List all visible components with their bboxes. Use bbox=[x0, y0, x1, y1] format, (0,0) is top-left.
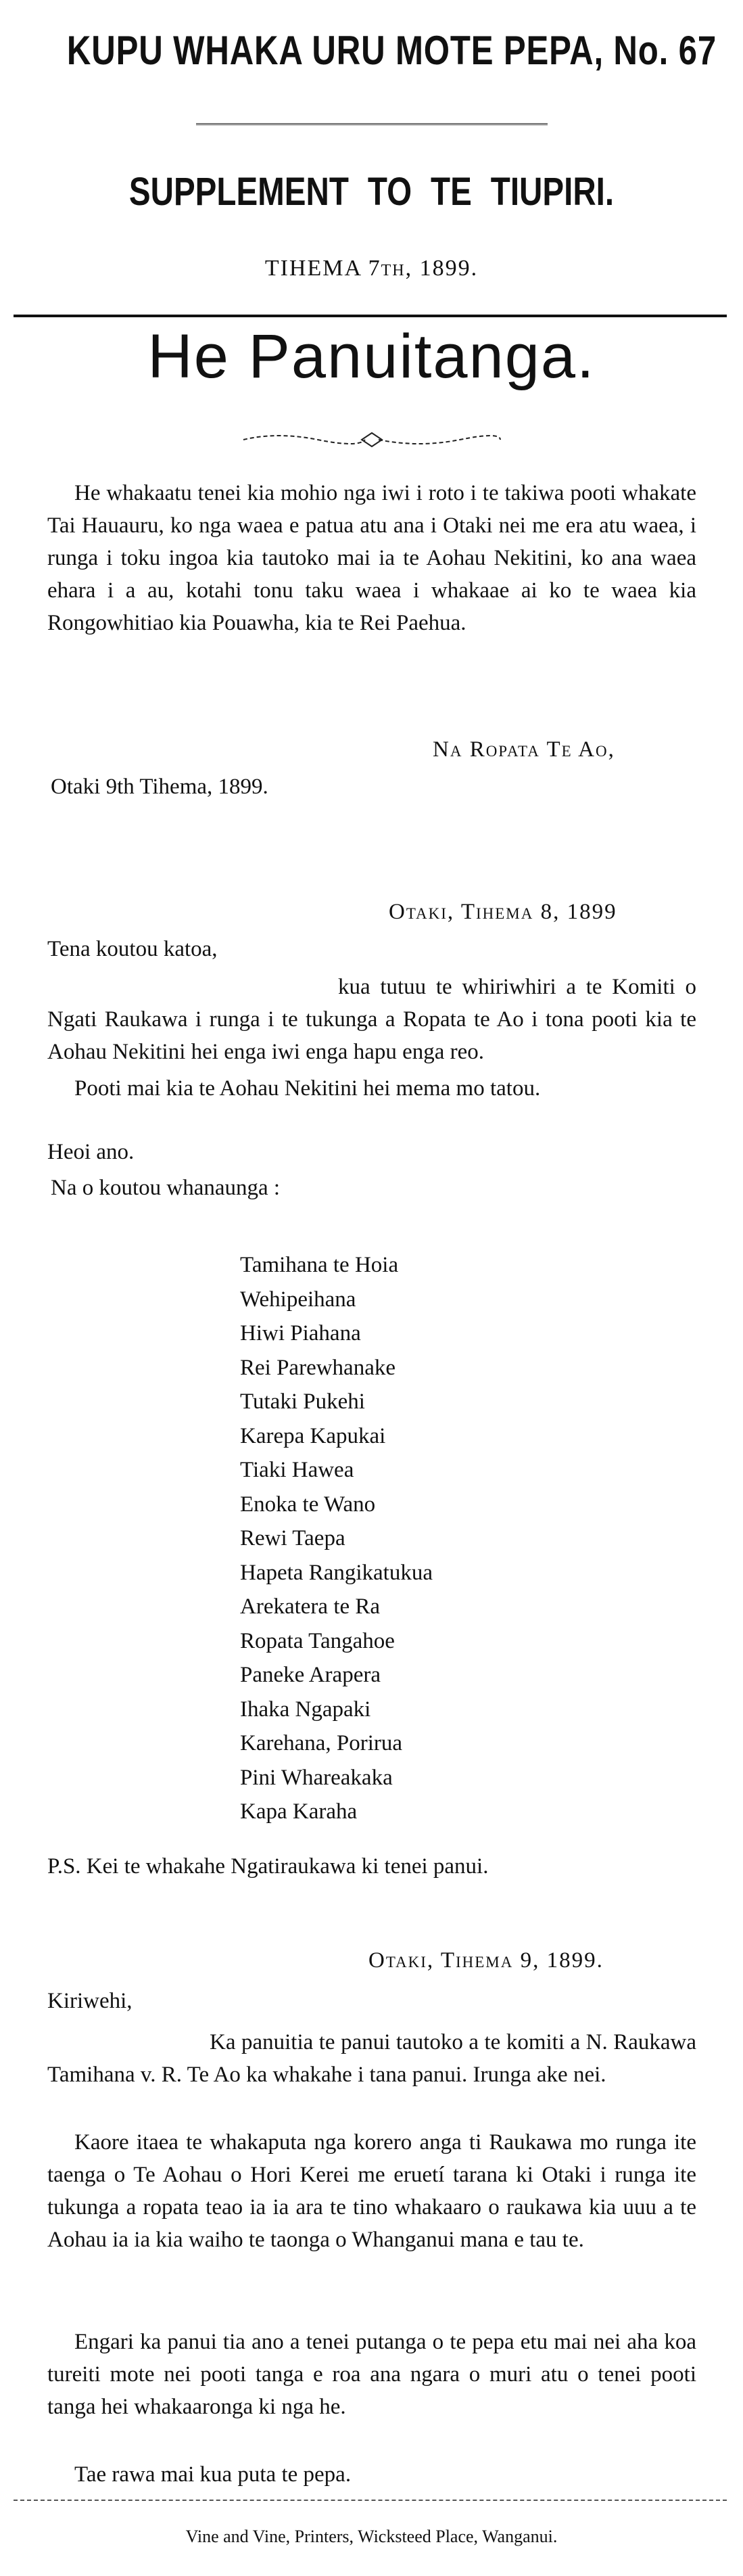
signatory-name: Paneke Arapera bbox=[240, 1663, 381, 1687]
masthead-title: KUPU WHAKA URU MOTE PEPA, No. 67 bbox=[66, 28, 717, 73]
masthead-divider bbox=[196, 123, 548, 125]
notice-heading: He Panuitanga. bbox=[147, 322, 596, 391]
footer-rule bbox=[14, 2500, 727, 2501]
signatory-name: Rei Parewhanake bbox=[240, 1355, 396, 1380]
notice3-para3: Engari ka panui tia ano a tenei putanga o te pepa etu mai nei aha koa tureiti mote nei pooti tanga e roa ana ngara o muri atu o tenei pooti tanga hei whakaaronga ki nga he. bbox=[47, 2330, 696, 2419]
signatory-name: Wehipeihana bbox=[240, 1287, 356, 1312]
issue-date: TIHEMA 7th, 1899. bbox=[264, 256, 479, 281]
signatory-name: Ihaka Ngapaki bbox=[240, 1697, 371, 1722]
signatory-name: Hiwi Piahana bbox=[240, 1321, 361, 1346]
notice1-signature: Na Ropata Te Ao, bbox=[433, 737, 615, 762]
signatory-name: Tutaki Pukehi bbox=[240, 1389, 365, 1414]
notice3-place-date: Otaki, Tihema 9, 1899. bbox=[368, 1948, 604, 1973]
heading-rule bbox=[14, 315, 727, 317]
signatory-name: Pini Whareakaka bbox=[240, 1765, 393, 1790]
supplement-heading: SUPPLEMENT TO TE TIUPIRI. bbox=[128, 170, 615, 214]
signatory-name: Karepa Kapukai bbox=[240, 1423, 386, 1448]
notice2-salutation: Tena koutou katoa, bbox=[47, 937, 218, 961]
signatory-name: Arekatera te Ra bbox=[240, 1594, 381, 1619]
signatory-name: Ropata Tangahoe bbox=[240, 1628, 395, 1653]
notice3-salutation: Kiriwehi, bbox=[47, 1989, 133, 2013]
notice1-place-date: Otaki 9th Tihema, 1899. bbox=[51, 775, 268, 799]
notice2-relatives: Na o koutou whanaunga : bbox=[51, 1176, 281, 1200]
notice2-para2: Pooti mai kia te Aohau Nekitini hei mema mo tatou. bbox=[74, 1076, 541, 1101]
signatory-name: Kapa Karaha bbox=[240, 1799, 358, 1824]
signatory-name: Tiaki Hawea bbox=[240, 1458, 354, 1482]
ornament-divider bbox=[237, 426, 507, 453]
notice1-body: He whakaatu tenei kia mohio nga iwi i roto i te takiwa pooti whakate Tai Hauauru, ko nga waea e patua atu ana i Otaki nei me era atu waea, i runga i toku ingoa kia tautoko mai ia te Aohau Nekitini, ko ana waea ehara i a au, kotahi tonu taku waea i whakaae ai ko te waea kia Rongowhitiao kia Pouawha, kia te Rei Paehua. bbox=[47, 481, 696, 635]
signatory-name: Rewi Taepa bbox=[240, 1526, 345, 1550]
signatory-name: Hapeta Rangikatukua bbox=[240, 1560, 433, 1585]
notice2-place-date: Otaki, Tihema 8, 1899 bbox=[389, 900, 617, 924]
notice2-para1: kua tutuu te whiriwhiri a te Komiti o Ngati Raukawa i runga i te tukunga a Ropata te Ao i tona pooti kia te Aohau Nekitini hei enga iwi enga hapu enga reo. bbox=[47, 975, 696, 1064]
notice3-closing: Tae rawa mai kua puta te pepa. bbox=[74, 2462, 352, 2487]
notice3-para1: Ka panuitia te panui tautoko a te komiti a N. Raukawa Tamihana v. R. Te Ao ka whakahe i tana panui. Irunga ake nei. bbox=[47, 2030, 696, 2087]
signatory-name: Karehana, Porirua bbox=[240, 1731, 403, 1755]
notice2-ps: P.S. Kei te whakahe Ngatiraukawa ki tenei panui. bbox=[47, 1854, 489, 1879]
printer-imprint: Vine and Vine, Printers, Wicksteed Place, Wanganui. bbox=[185, 2527, 558, 2546]
notice2-closing: Heoi ano. bbox=[47, 1140, 135, 1164]
signatory-list bbox=[240, 1248, 433, 1829]
signatory-name: Tamihana te Hoia bbox=[240, 1253, 399, 1277]
notice3-para2: Kaore itaea te whakaputa nga korero anga ti Raukawa mo runga ite taenga o Te Aohau o Hori Kerei me eruetí tarana ki Otaki i runga ite tukunga a ropata teao ia ia ara te tino whakaaro o raukawa kia uuu a te Aohau ia ia kia waiho te taonga o Whanganui mana e tau te. bbox=[47, 2130, 696, 2252]
signatory-name: Enoka te Wano bbox=[240, 1492, 376, 1517]
